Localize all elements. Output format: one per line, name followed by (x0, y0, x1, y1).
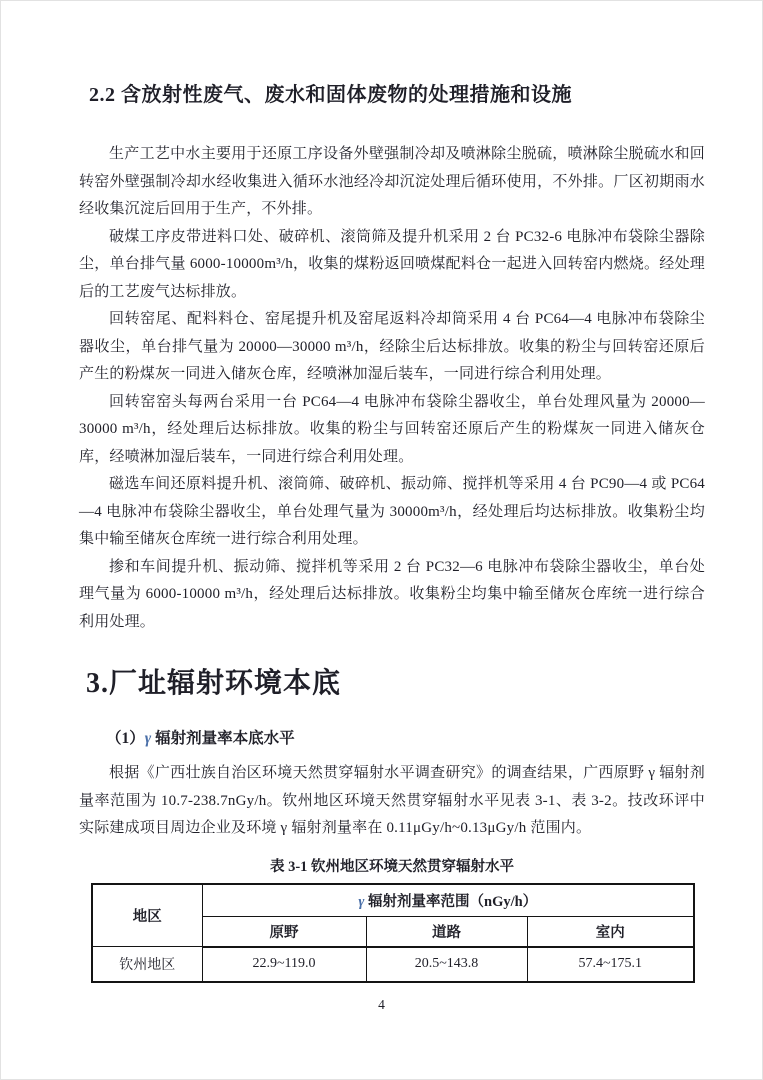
body-paragraph: 回转窑窑头每两台采用一台 PC64—4 电脉冲布袋除尘器收尘，单台处理风量为 20000—30000 m³/h，经处理后达标排放。收集的粉尘与回转窑还原后产生的粉煤灰一同进入储灰仓库，经喷淋加湿后装车，一同进行综合利用处理。 (79, 393, 705, 465)
subheading-prefix: （1） (106, 730, 145, 747)
body-paragraph: 掺和车间提升机、振动筛、搅拌机等采用 2 台 PC32—6 电脉冲布袋除尘器收尘，单台处理气量为 6000-10000 m³/h，经处理后达标排放。收集粉尘均集中输至储灰仓库统一进行综合利用处理。 (79, 558, 705, 630)
table-cell-region: 钦州地区 (92, 947, 202, 982)
gamma-symbol: γ (358, 893, 365, 910)
gamma-subheading (106, 728, 705, 750)
subheading-label: 辐射剂量率本底水平 (151, 730, 295, 747)
page-content (1, 1, 762, 983)
radiation-level-table (91, 883, 695, 983)
table-header-range (202, 884, 694, 917)
table-row (92, 947, 694, 982)
body-paragraph: 生产工艺中水主要用于还原工序设备外壁强制冷却及喷淋除尘脱硫，喷淋除尘脱硫水和回转窑外壁强制冷却水经收集进入循环水池经冷却沉淀处理后循环使用，不外排。厂区初期雨水经收集沉淀后回用于生产，不外排。 (79, 146, 705, 217)
table-header-row-1 (92, 884, 694, 917)
body-paragraph: 磁选车间还原料提升机、滚筒筛、破碎机、振动筛、搅拌机等采用 4 台 PC90—4 或 PC64—4 电脉冲布袋除尘器收尘，单台处理气量为 30000m³/h，经处理后均达标排放。收集粉尘均集中输至储灰仓库统一进行综合利用处理。 (79, 476, 705, 547)
table-header-indoor: 室内 (527, 916, 694, 947)
table-header-range-label: 辐射剂量率范围（nGy/h） (364, 893, 538, 910)
body-paragraph: 回转窑尾、配料料仓、窑尾提升机及窑尾返料冷却筒采用 4 台 PC64—4 电脉冲布袋除尘器收尘，单台排气量为 20000—30000 m³/h，经除尘后达标排放。收集的粉尘与回转窑还原后产生的粉煤灰一同进入储灰仓库，经喷淋加湿后装车，一同进行综合利用处理。 (79, 311, 705, 382)
page-number: 4 (378, 997, 385, 1012)
table-cell-indoor-value: 57.4~175.1 (527, 947, 694, 982)
section-3-heading: 3.厂址辐射环境本底 (86, 668, 342, 699)
body-paragraph: 破煤工序皮带进料口处、破碎机、滚筒筛及提升机采用 2 台 PC32-6 电脉冲布袋除尘器除尘，单台排气量 6000-10000m³/h，收集的煤粉返回喷煤配料仓一起进入回转窑内燃烧。经处理后的工艺废气达标排放。 (79, 228, 705, 300)
section-2-2-heading: 2.2 含放射性废气、废水和固体废物的处理措施和设施 (89, 84, 572, 106)
table-cell-road-value: 20.5~143.8 (366, 947, 527, 982)
table-cell-field-value: 22.9~119.0 (202, 947, 366, 982)
table-header-region: 地区 (92, 884, 202, 947)
table-header-road: 道路 (366, 916, 527, 947)
table-caption: 表 3-1 钦州地区环境天然贯穿辐射水平 (269, 858, 515, 875)
gamma-symbol: γ (144, 730, 152, 747)
body-paragraph: 根据《广西壮族自治区环境天然贯穿辐射水平调查研究》的调查结果，广西原野 γ 辐射剂量率范围为 10.7-238.7nGy/h。钦州地区环境天然贯穿辐射水平见表 3-1、表 3-2。技改环评中实际建成项目周边企业及环境 γ 辐射剂量率在 0.11μGy/h~0.13μGy/h 范围内。 (79, 765, 705, 836)
section-2-2-body (79, 141, 705, 636)
table-header-field: 原野 (202, 916, 366, 947)
